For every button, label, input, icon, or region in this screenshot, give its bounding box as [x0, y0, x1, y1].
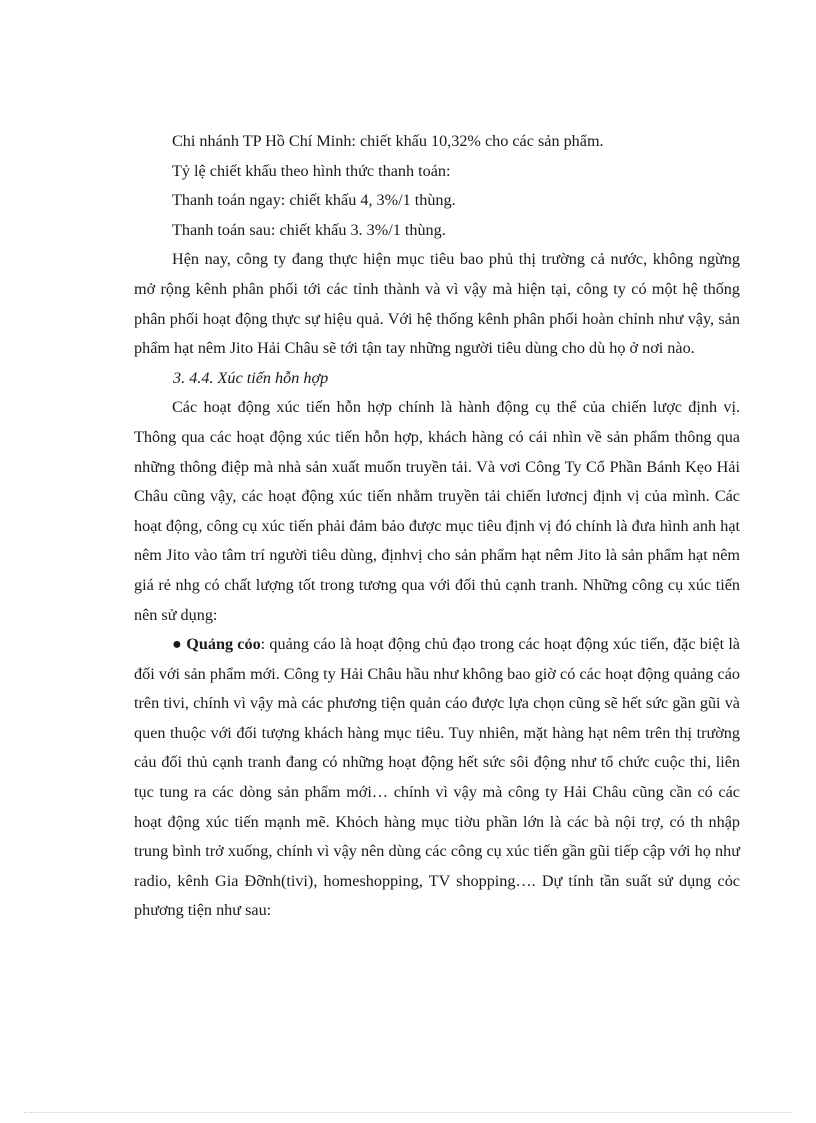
advertising-bullet [134, 630, 740, 926]
payment-discount-heading: Tỷ lệ chiết khấu theo hình thức thanh toán: [172, 161, 451, 180]
immediate-payment-line: Thanh toán ngay: chiết khấu 4, 3%/1 thùng. [172, 191, 456, 210]
document-body [134, 127, 740, 926]
distribution-paragraph: Hện nay, công ty đang thực hiện mục tiêu bao phủ thị trường cả nước, không ngừng mở rộng kênh phân phối tới các tỉnh thành và vì vậy mà hiện tại, công ty có một hệ thống phân phối hoạt động thực sự hiệu quả. Với hệ thống kênh phân phối hoàn chỉnh như vậy, sản phẩm hạt nêm Jito Hải Châu sẽ tới tận tay những người tiêu dùng cho dù họ ở nơi nào. [134, 250, 740, 358]
page-bottom-divider [24, 1112, 792, 1113]
section-heading: 3. 4.4. Xúc tiến hỗn hợp [173, 368, 329, 387]
promotion-paragraph: Các hoạt động xúc tiến hỗn hợp chính là hành động cụ thể của chiến lược định vị. Thông qua các hoạt động xúc tiến hỗn hợp, khách hàng có cái nhìn về sản phẩm thông qua những thông điệp mà nhà sản xuất muốn truyền tải. Và vơi Công Ty Cổ Phần Bánh Kẹo Hải Châu cũng vậy, các hoạt động xúc tiến nhằm truyền tải chiến lươncj định vị của mình. Các hoạt động, công cụ xúc tiến phải đảm bảo được mục tiêu định vị đó chính là đưa hình anh hạt nêm Jito vào tâm trí người tiêu dùng, địnhvị cho sản phẩm hạt nêm Jito là sản phẩm hạt nêm giá rẻ nhg có chất lượng tốt trong tương qua với đối thủ cạnh tranh. Những công cụ xúc tiến nên sử dụng: [134, 398, 740, 624]
bullet-icon: ● [172, 635, 182, 654]
branch-discount-line: Chi nhánh TP Hồ Chí Minh: chiết khấu 10,32% cho các sản phẩm. [172, 132, 604, 150]
bullet-text: : quảng cáo là hoạt động chủ đạo trong các hoạt động xúc tiến, đặc biệt là đối với sản phẩm mới. Công ty Hải Châu hầu như không bao giờ có các hoạt động quảng cáo trên tivi, chính vì vậy mà các phương tiện quản cáo được lựa chọn cũng sẽ hết sức gần gũi và quen thuộc với đối tượng khách hàng mục tiêu. Tuy nhiên, mặt hàng hạt nêm trên thị trường cảu đối thủ cạnh tranh đang có những hoạt động hết sức sôi động như tổ chức cuộc thi, liên tục tung ra các dòng sản phẩm mới… chính vì vậy mà công ty Hải Châu cũng cần có các hoạt động xúc tiến mạnh mẽ. Khỏch hàng mục tiờu phần lớn là các bà nội trợ, có th nhập trung bình trở xuống, chính vì vậy nên dùng các công cụ xúc tiến gần gũi tiếp cập với họ như radio, kênh Gia Đỡnh(tivi), homeshopping, TV shopping…. Dự tính tần suất sử dụng cỏc phương tiện như sau: [134, 635, 740, 920]
deferred-payment-line: Thanh toán sau: chiết khấu 3. 3%/1 thùng. [172, 220, 446, 239]
bullet-title: Quảng cỏo [186, 635, 261, 654]
